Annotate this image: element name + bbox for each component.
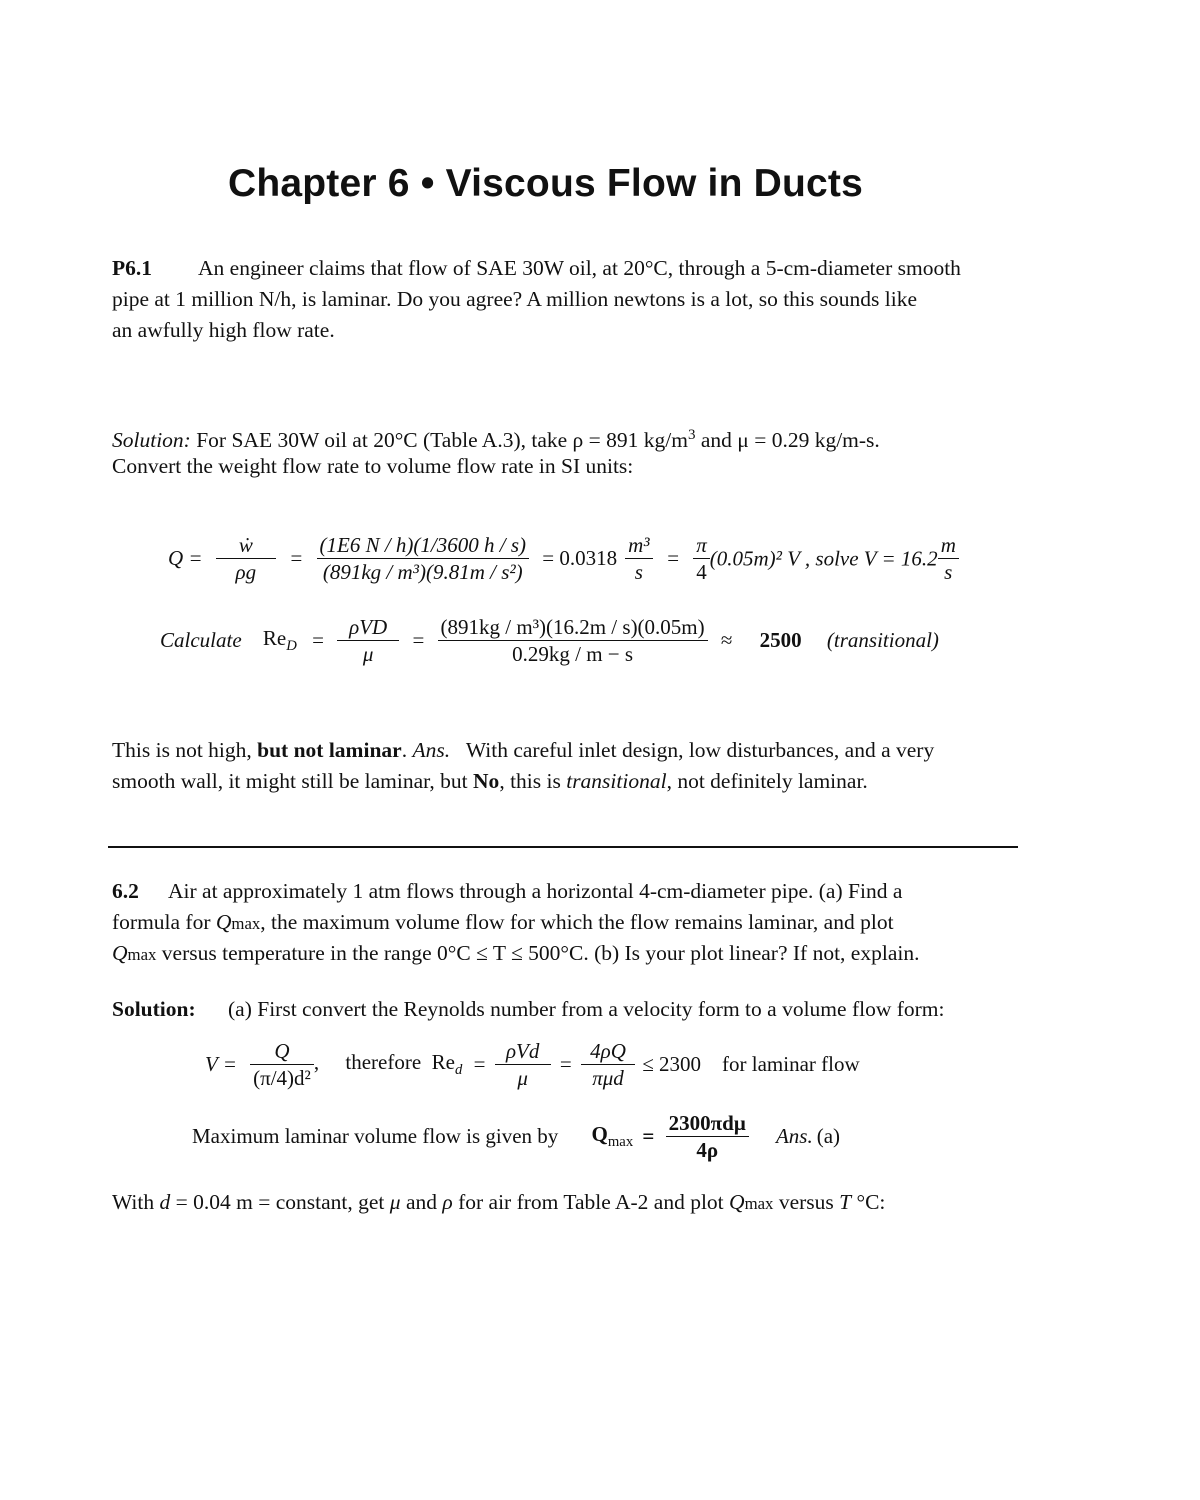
fraction-pi-over-4 — [693, 532, 710, 586]
equals: = — [642, 1124, 655, 1149]
denominator: 4ρ — [696, 1138, 719, 1163]
text: With — [112, 1190, 160, 1214]
equals: = — [473, 1052, 486, 1077]
symbol-rho: ρ — [442, 1190, 453, 1214]
symbol-mu: μ — [389, 1190, 401, 1214]
problem-text: versus temperature in the range 0°C ≤ T ≤ 500°C. (b) Is your plot linear? If not, explain. — [156, 941, 920, 965]
denominator: s — [944, 560, 953, 585]
q-symbol: Q — [591, 1122, 608, 1147]
numerator: (1E6 N / h)(1/3600 h / s) — [317, 532, 529, 559]
problem-text-line: An engineer claims that flow of SAE 30W oil, at 20°C, through a 5-cm-diameter smooth — [198, 256, 961, 280]
denominator: ρg — [235, 560, 257, 585]
denominator: 4 — [696, 560, 707, 585]
equation-flow-rate: Q = $\frac{\text{ẇ}}{\rho g}$ = $\frac{(1E6 N / h)(1/3600 h / s)}{\text{(891kg / m³)(9.81m / s²)}}$ = 0.0318 $\frac{\text{m³}}{s}$ = $\frac{\pi}{4}$ (0.05m)² V , solve V = 16.2 $\frac{m}{s}$ — [160, 532, 959, 586]
answer-part: (a) — [816, 1124, 841, 1149]
symbol-d: d — [159, 1190, 171, 1214]
numerator: (891kg / m³)(16.2m / s)(0.05m) — [438, 614, 708, 641]
approx-sign: ≈ — [720, 628, 733, 653]
problem-number: P6.1 — [112, 256, 153, 280]
solution-text: (a) First convert the Reynolds number from a velocity form to a volume flow form: — [228, 997, 945, 1021]
answer-label: Ans. — [412, 738, 451, 762]
section-divider — [108, 846, 1018, 848]
text: and — [400, 1190, 443, 1214]
result-value: = 0.0318 — [542, 546, 618, 571]
fraction-velocity — [250, 1038, 314, 1092]
denominator: (π/4)d² — [253, 1066, 311, 1091]
reynolds-value: 2500 — [759, 628, 802, 653]
numerator: π — [693, 532, 710, 559]
denominator: μ — [517, 1066, 528, 1091]
denominator: 0.29kg / m − s — [512, 642, 634, 667]
fraction-reynolds — [337, 614, 399, 668]
answer-label: Ans. — [775, 1124, 813, 1149]
conclusion-text: This is not high, — [112, 738, 258, 762]
symbol-t: T — [839, 1190, 852, 1214]
fraction-unit — [938, 532, 959, 586]
denominator: (891kg / m³)(9.81m / s²) — [322, 560, 523, 585]
numerator: 2300πdμ — [666, 1110, 749, 1137]
problem-number: 6.2 — [112, 879, 139, 903]
conclusion-text: , this is — [499, 769, 567, 793]
solution-label: Solution: — [112, 997, 196, 1021]
subscript-max: max — [127, 945, 157, 964]
conclusion-italic: transitional — [566, 769, 667, 793]
problem-text-line: Air at approximately 1 atm flows through a horizontal 4-cm-diameter pipe. (a) Find a — [168, 879, 903, 903]
subscript-max: max — [607, 1134, 634, 1151]
numerator: ẇ — [216, 532, 276, 559]
subscript: D — [286, 638, 297, 655]
fraction-weight-flow — [216, 532, 276, 586]
solution-6-2 — [112, 994, 1092, 1025]
subscript-max: max — [231, 914, 261, 933]
q-symbol: Q — [729, 1190, 745, 1214]
instruction-line — [112, 1187, 1092, 1218]
solution-text: For SAE 30W oil at 20°C (Table A.3), take ρ = 891 kg/m — [196, 428, 688, 453]
problem-6-2-statement — [112, 876, 1092, 969]
problem-text-line: pipe at 1 million N/h, is laminar. Do you agree? A million newtons is a lot, so this sounds like — [112, 287, 917, 311]
numerator: ρVD — [337, 614, 399, 641]
text: versus — [773, 1190, 840, 1214]
fraction-unit — [625, 532, 652, 586]
equation-qmax — [192, 1110, 848, 1164]
numerator: ρVd — [495, 1038, 551, 1065]
fraction-conversion — [317, 532, 529, 586]
numerator: Q — [250, 1038, 314, 1065]
numerator: m — [938, 532, 959, 559]
denominator: πμd — [592, 1066, 624, 1091]
equals: = — [559, 1052, 572, 1077]
superscript: 3 — [687, 427, 696, 443]
text: °C: — [851, 1190, 886, 1214]
fraction-qmax — [666, 1110, 749, 1164]
conclusion-text: smooth wall, it might still be laminar, but — [112, 769, 474, 793]
equation-reynolds: Calculate $Re_D$ = $\frac{\text{ρVD}}{\mu}$ = $\frac{\text{(891kg / m³)(16.2m / s)(0.05m)}}{0.29kg / m - s}$ ≈ 2500 (transitional) — [160, 615, 939, 667]
eq-label: Calculate — [160, 628, 242, 653]
eq-rhs: ≤ 2300 for laminar flow — [642, 1052, 860, 1077]
subscript: d — [454, 1062, 463, 1079]
conclusion-bold: but not laminar — [257, 738, 402, 762]
eq-lhs: V = — [205, 1052, 237, 1077]
fraction-reynolds-velocity — [495, 1038, 551, 1092]
conclusion-text: . — [401, 738, 413, 762]
numerator: m³ — [625, 532, 652, 559]
fraction-reynolds-values — [438, 614, 708, 668]
eq-mid-text: , therefore Re — [313, 1050, 455, 1075]
equals: = — [289, 546, 304, 571]
q-symbol: Q — [112, 941, 128, 965]
problem-text: , the maximum volume flow for which the flow remains laminar, and plot — [260, 910, 894, 934]
solution-text: and μ = 0.29 kg/m-s. — [695, 428, 880, 453]
equation-velocity-volume-form — [205, 1038, 868, 1092]
problem-text-line: an awfully high flow rate. — [112, 318, 335, 342]
solution-text: Convert the weight flow rate to volume flow rate in SI units: — [112, 454, 634, 478]
eq-text: Maximum laminar volume flow is given by — [192, 1124, 559, 1149]
solution-6-1 — [112, 420, 1092, 482]
fraction-reynolds-volume — [581, 1038, 635, 1092]
text: = 0.04 m = constant, get — [170, 1190, 390, 1214]
subscript-max: max — [744, 1194, 774, 1213]
denominator: s — [634, 560, 643, 585]
reynolds-symbol: Re — [262, 626, 287, 651]
problem-text: formula for — [112, 910, 216, 934]
denominator: μ — [362, 642, 374, 667]
chapter-title: Chapter 6 • Viscous Flow in Ducts — [228, 162, 863, 205]
flow-regime-note: (transitional) — [826, 628, 939, 653]
eq-lhs: Q = — [168, 546, 203, 571]
conclusion-text: , not definitely laminar. — [666, 769, 868, 793]
problem-6-1-statement — [112, 253, 1092, 346]
solution-label: Solution: — [112, 428, 191, 453]
q-symbol: Q — [215, 910, 232, 934]
conclusion-bold: No — [473, 769, 500, 793]
conclusion-6-1 — [112, 735, 1092, 797]
numerator: 4ρQ — [581, 1038, 635, 1065]
text: for air from Table A-2 and plot — [452, 1190, 730, 1214]
eq-tail: (0.05m)² V , solve V = 16.2 — [709, 546, 938, 571]
conclusion-text: With careful inlet design, low disturbances, and a very — [450, 738, 935, 762]
